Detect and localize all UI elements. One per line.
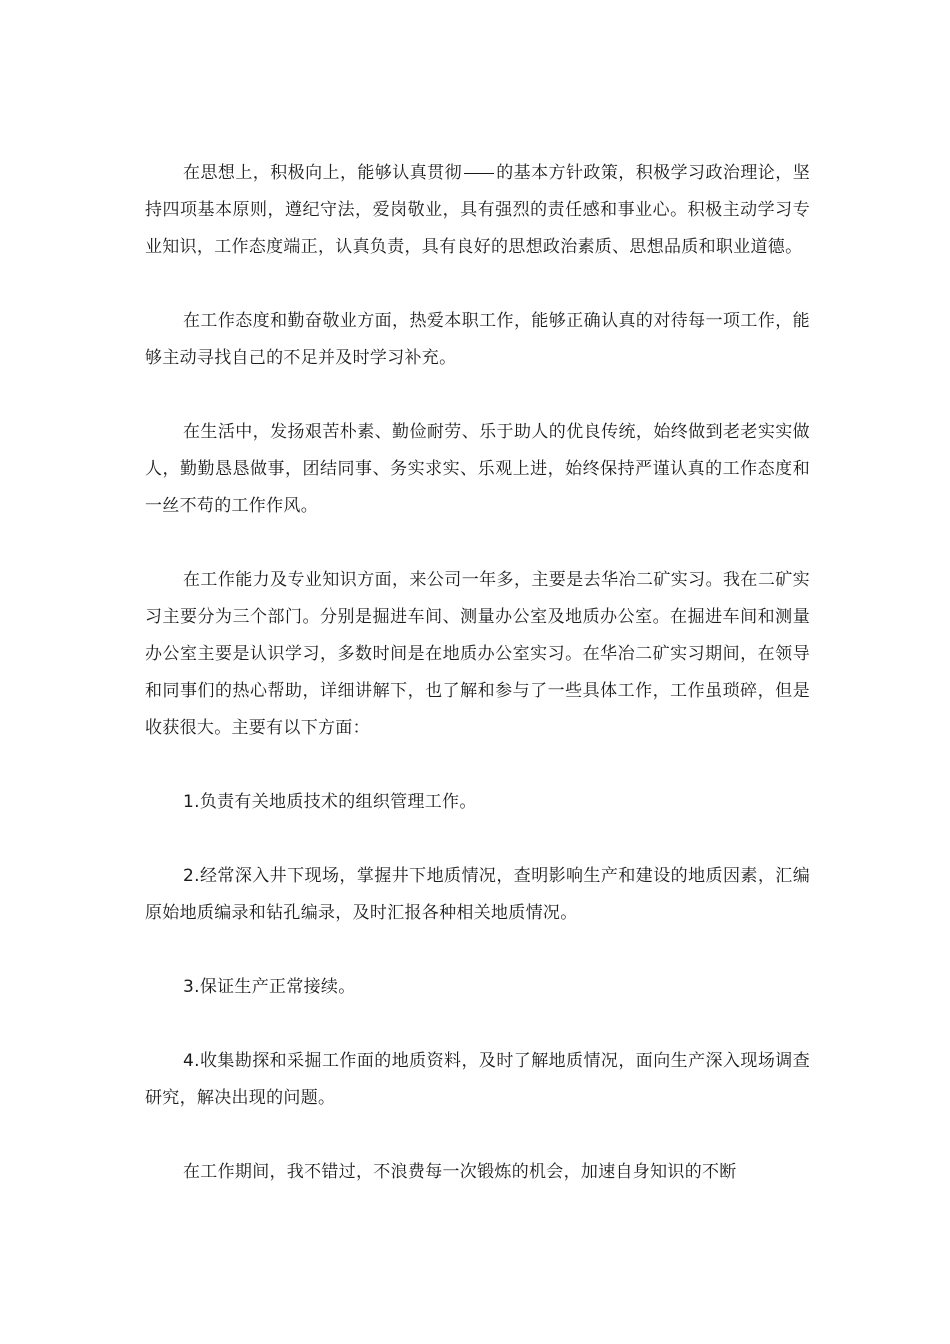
paragraph-work-attitude: 在工作态度和勤奋敬业方面，热爱本职工作，能够正确认真的对待每一项工作，能够主动寻找自己的不足并及时学习补充。 <box>145 311 810 368</box>
paragraph-life: 在生活中，发扬艰苦朴素、勤俭耐劳、乐于助人的优良传统，始终做到老老实实做人，勤勤恳恳做事，团结同事、务实求实、乐观上进，始终保持严谨认真的工作态度和一丝不苟的工作作风。 <box>145 422 810 516</box>
paragraph-work-period: 在工作期间，我不错过，不浪费每一次锻炼的机会，加速自身知识的不断 <box>183 1162 737 1182</box>
fill-in-blank <box>464 172 494 174</box>
paragraph-text: 在思想上，积极向上，能够认真贯彻 <box>183 163 463 183</box>
paragraph-work-ability: 在工作能力及专业知识方面，来公司一年多，主要是去华冶二矿实习。我在二矿实习主要分为三个部门。分别是掘进车间、测量办公室及地质办公室。在掘进车间和测量办公室主要是认识学习，多数时间是在地质办公室实习。在华冶二矿实习期间，在领导和同事们的热心帮助，详细讲解下，也了解和参与了一些具体工作，工作虽琐碎，但是收获很大。主要有以下方面： <box>145 570 810 738</box>
paragraph-text: 的基本方针政策，积极学习政治理论，坚持四项基本原则，遵纪守法，爱岗敬业，具有强烈的责任感和事业心。积极主动学习专业知识，工作态度端正，认真负责，具有良好的思想政治素质、思想品质和职业道德。 <box>145 163 810 257</box>
list-item: 3.保证生产正常接续。 <box>183 977 356 997</box>
paragraph-ideology <box>145 155 810 266</box>
list-item: 2.经常深入井下现场，掌握井下地质情况，查明影响生产和建设的地质因素，汇编原始地质编录和钻孔编录，及时汇报各种相关地质情况。 <box>145 866 810 923</box>
list-item: 4.收集勘探和采掘工作面的地质资料，及时了解地质情况，面向生产深入现场调查研究，解决出现的问题。 <box>145 1051 810 1108</box>
list-item: 1.负责有关地质技术的组织管理工作。 <box>183 792 477 812</box>
document-body <box>145 155 810 1228</box>
